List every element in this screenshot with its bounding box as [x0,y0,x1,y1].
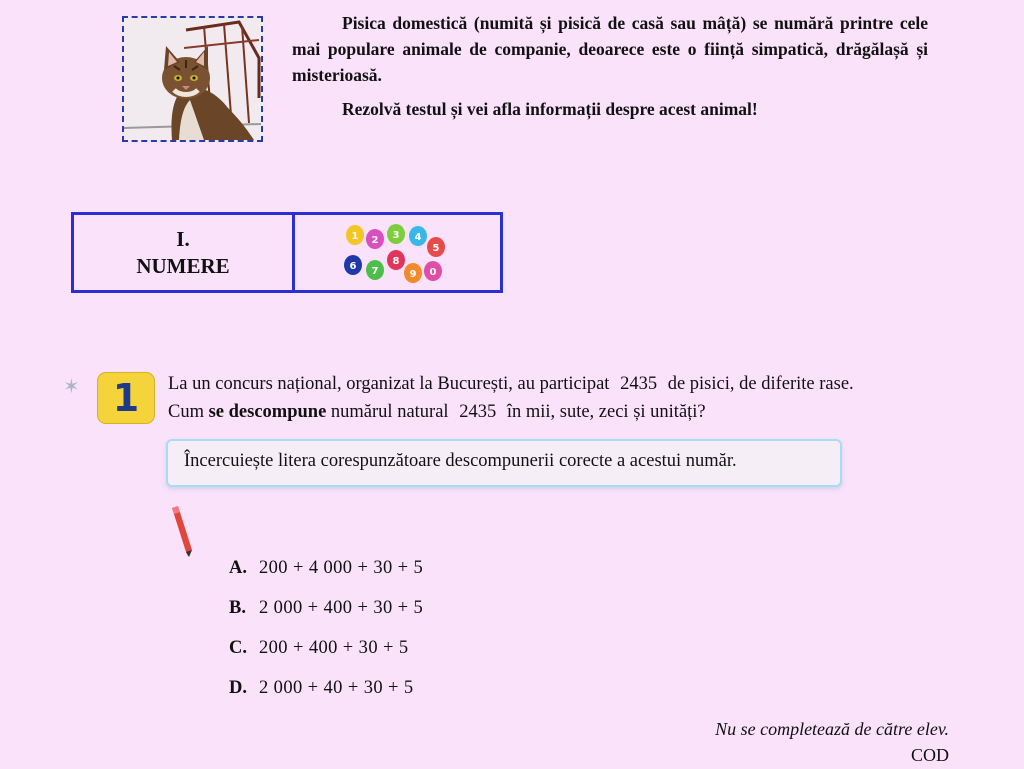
option-a[interactable] [229,558,423,598]
question-keyword: se descompune [208,402,327,422]
question-text [168,370,968,426]
sparkle-icon: ✶ [63,374,80,398]
option-c[interactable] [229,638,423,678]
option-expression: 2 000 + 400 + 30 + 5 [259,598,424,618]
balloon-7 [366,260,384,280]
balloon-5 [427,237,445,257]
section-title-cell [74,215,295,290]
question-line2-start: Cum [168,402,204,422]
option-letter: B. [229,598,246,618]
svg-text:4: 4 [414,232,422,243]
balloon-2 [366,229,384,249]
question-number-value: 2435 [620,374,658,394]
question-line1-end: de pisici, de diferite rase. [667,374,854,394]
svg-text:0: 0 [429,267,437,278]
question-line-2 [168,398,968,426]
balloon-4 [409,226,427,246]
option-letter: D. [229,678,247,698]
footer-note: Nu se completează de către elev. [715,719,949,739]
intro-paragraph: Pisica domestică (numită și pisică de casă sau mâță) se numără printre cele mai populare animale de companie, deoarece este o ființă simpatică, drăgălașă și misterioasă. [292,13,928,85]
footer-code-label: COD [910,745,949,765]
option-expression: 2 000 + 40 + 30 + 5 [259,678,414,698]
question-number: 1 [112,376,140,420]
svg-text:2: 2 [371,235,379,246]
balloon-3 [387,224,405,244]
cat-image [124,18,261,140]
question-number-badge [97,372,155,424]
section-header [71,212,503,293]
question-line1-start: La un concurs național, organizat la București, au participat [168,374,610,394]
cat-photo [122,16,263,142]
svg-text:9: 9 [409,269,417,280]
option-b[interactable] [229,598,423,638]
instruction-text: Încercuiește litera corespunzătoare descompunerii corecte a acestui număr. [184,451,737,471]
option-expression: 200 + 4 000 + 30 + 5 [259,558,424,578]
balloon-9 [404,263,422,283]
section-title: NUMERE [136,253,230,278]
section-number: I. [176,226,190,251]
balloons-illustration [295,215,500,290]
number-balloons-icon [295,215,500,290]
option-letter: A. [229,558,247,578]
balloon-8 [387,250,405,270]
svg-text:5: 5 [432,243,440,254]
option-expression: 200 + 400 + 30 + 5 [259,638,409,658]
balloon-6 [344,255,362,275]
option-letter: C. [229,638,247,658]
question-line-1 [168,370,968,398]
question-line2-middle: numărul natural [330,402,449,422]
instruction-box [166,439,842,487]
balloon-0 [424,261,442,281]
intro-call-to-action: Rezolvă testul și vei afla informații despre acest animal! [342,99,758,119]
pencil-icon [168,506,194,563]
svg-text:7: 7 [371,266,379,277]
svg-text:8: 8 [392,256,400,267]
option-d[interactable] [229,678,423,718]
question-number-value-2: 2435 [459,402,497,422]
intro-text [292,10,928,122]
balloon-1 [346,225,364,245]
question-line2-end: în mii, sute, zeci și unități? [506,402,706,422]
svg-text:1: 1 [351,231,359,242]
svg-text:3: 3 [392,230,400,241]
answer-options [229,558,423,718]
svg-text:6: 6 [349,261,357,272]
